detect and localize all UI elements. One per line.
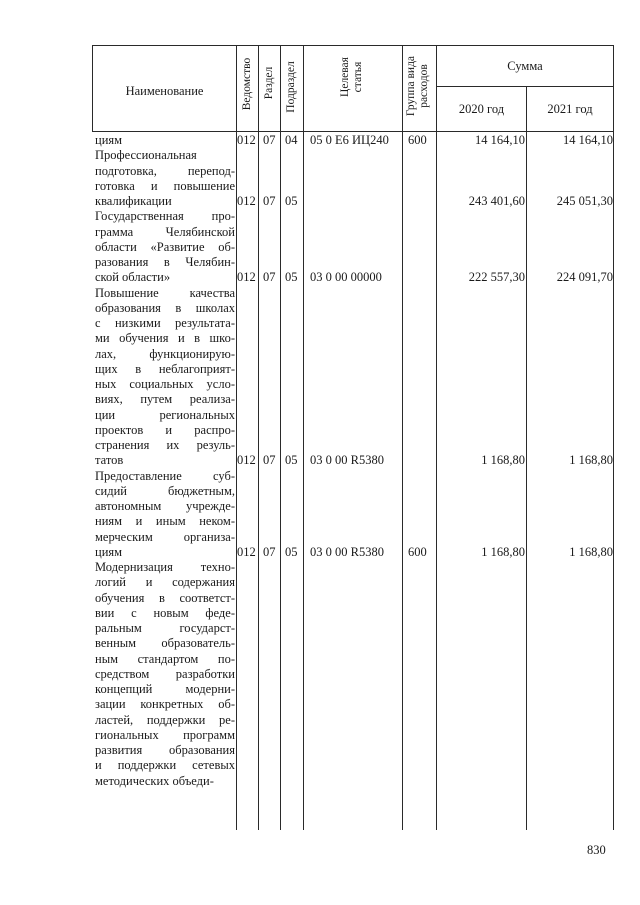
name-line: подготовка, перепод- [95, 163, 235, 178]
row-3-name [95, 286, 235, 469]
row-2-name [95, 209, 235, 285]
name-line: мерческим организа- [95, 529, 235, 544]
cell-celevaya: 05 0 Е6 ИЦ240 [310, 133, 389, 147]
cell-2021: 224 091,70 [556, 270, 613, 285]
name-line: логий и содержания [95, 575, 235, 590]
name-line: ным стандартом по- [95, 651, 235, 666]
cell-razdel: 07 [263, 453, 276, 468]
cell-2021: 1 168,80 [569, 544, 613, 559]
header-razdel: Раздел [263, 66, 275, 100]
cell-gruppa: 600 [408, 544, 427, 559]
name-line: ластей, поддержки ре- [95, 712, 235, 727]
name-line: циям [95, 133, 123, 147]
col-sep-razd [280, 45, 281, 830]
name-line: щих в неблагоприят- [95, 361, 235, 376]
name-line: татов [95, 453, 124, 468]
row-5-name [95, 560, 235, 789]
name-line: образования в школах [95, 300, 235, 315]
name-line: ми обучения и в шко- [95, 331, 235, 346]
cell-celevaya: 03 0 00 R5380 [310, 544, 384, 559]
cell-celevaya: 03 0 00 R5380 [310, 453, 384, 468]
header-gruppa [405, 45, 431, 127]
name-line: методических объеди- [95, 773, 214, 788]
name-line: вии с новым феде- [95, 605, 235, 620]
cell-podrazdel: 05 [285, 270, 298, 285]
col-sep-cs [402, 45, 403, 830]
cell-2021: 245 051,30 [556, 194, 613, 208]
cell-razdel: 07 [263, 133, 276, 147]
name-line: проектов и распро- [95, 422, 235, 437]
name-line: области «Развитие об- [95, 239, 235, 254]
name-line: странения их резуль- [95, 438, 235, 452]
name-line: лах, функционирую- [95, 346, 235, 361]
row-4-name [95, 469, 235, 561]
header-celevaya-line1: Целевая [339, 57, 351, 97]
cell-vedomstvo: 012 [237, 453, 256, 468]
header-celevaya-line2: статья [352, 61, 364, 93]
name-line: ции региональных [95, 407, 235, 422]
header-summa: Сумма [507, 59, 543, 73]
cell-podrazdel: 04 [285, 133, 298, 147]
summa-divider [436, 86, 614, 87]
name-line: развития образования [95, 743, 235, 757]
cell-2020: 222 557,30 [468, 270, 525, 285]
cell-vedomstvo: 012 [237, 194, 256, 208]
header-podrazdel: Подраздел [285, 61, 297, 113]
row-1-name [95, 148, 235, 209]
row-0-name [95, 133, 235, 148]
name-line: венным образователь- [95, 636, 235, 651]
header-bottom-border [92, 131, 614, 132]
name-line: квалификации [95, 194, 172, 208]
name-line: сидий бюджетным, [95, 483, 235, 498]
cell-2020: 1 168,80 [481, 453, 525, 468]
name-line: Предоставление суб- [95, 468, 235, 483]
cell-gruppa: 600 [408, 133, 427, 147]
name-line: автономным учрежде- [95, 499, 235, 513]
page-number: 830 [587, 843, 606, 857]
cell-podrazdel: 05 [285, 194, 298, 208]
table-top-border [92, 45, 614, 46]
col-sep-podr [303, 45, 304, 830]
name-line: Профессиональная [95, 148, 197, 163]
name-line: с низкими результата- [95, 316, 235, 330]
header-vedomstvo: Ведомство [241, 57, 253, 111]
name-line: средством разработки [95, 666, 235, 681]
cell-razdel: 07 [263, 270, 276, 285]
col-right-border [613, 45, 614, 830]
col-sep-name [236, 45, 237, 830]
name-line: Модернизация техно- [95, 560, 235, 574]
name-line: ных социальных усло- [95, 377, 235, 391]
header-celevaya [339, 47, 365, 107]
name-line: виях, путем реализа- [95, 392, 235, 407]
col-sep-ved [258, 45, 259, 830]
name-line: ральным государст- [95, 621, 235, 635]
cell-celevaya: 03 0 00 00000 [310, 270, 382, 285]
name-line: циям [95, 544, 123, 559]
cell-2020: 14 164,10 [475, 133, 525, 147]
header-year-2021: 2021 год [547, 102, 593, 116]
header-year-2020: 2020 год [458, 102, 505, 116]
name-line: разования в Челябин- [95, 255, 235, 269]
cell-2020: 1 168,80 [481, 544, 525, 559]
name-line: зации конкретных об- [95, 697, 235, 712]
cell-podrazdel: 05 [285, 544, 298, 559]
header-gruppa-line2: расходов [418, 64, 430, 108]
cell-2021: 1 168,80 [569, 453, 613, 468]
name-line: Повышение качества [95, 285, 235, 300]
name-line: гиональных программ [95, 727, 235, 742]
cell-vedomstvo: 012 [237, 544, 256, 559]
name-line: обучения в соответст- [95, 590, 235, 605]
cell-2020: 243 401,60 [468, 194, 525, 208]
header-gruppa-line1: Группа вида [405, 55, 417, 117]
cell-razdel: 07 [263, 194, 276, 208]
name-line: концепций модерни- [95, 682, 235, 696]
cell-vedomstvo: 012 [237, 133, 256, 147]
cell-razdel: 07 [263, 544, 276, 559]
name-line: ниям и иным неком- [95, 514, 235, 529]
name-line: грамма Челябинской [95, 224, 235, 239]
cell-2021: 14 164,10 [563, 133, 613, 147]
header-name: Наименование [125, 84, 204, 98]
name-line: и поддержки сетевых [95, 758, 235, 773]
cell-podrazdel: 05 [285, 453, 298, 468]
name-line: ской области» [95, 270, 171, 285]
col-sep-vr [436, 45, 437, 830]
cell-vedomstvo: 012 [237, 270, 256, 285]
name-line: готовка и повышение [95, 178, 235, 193]
name-line: Государственная про- [95, 209, 235, 224]
